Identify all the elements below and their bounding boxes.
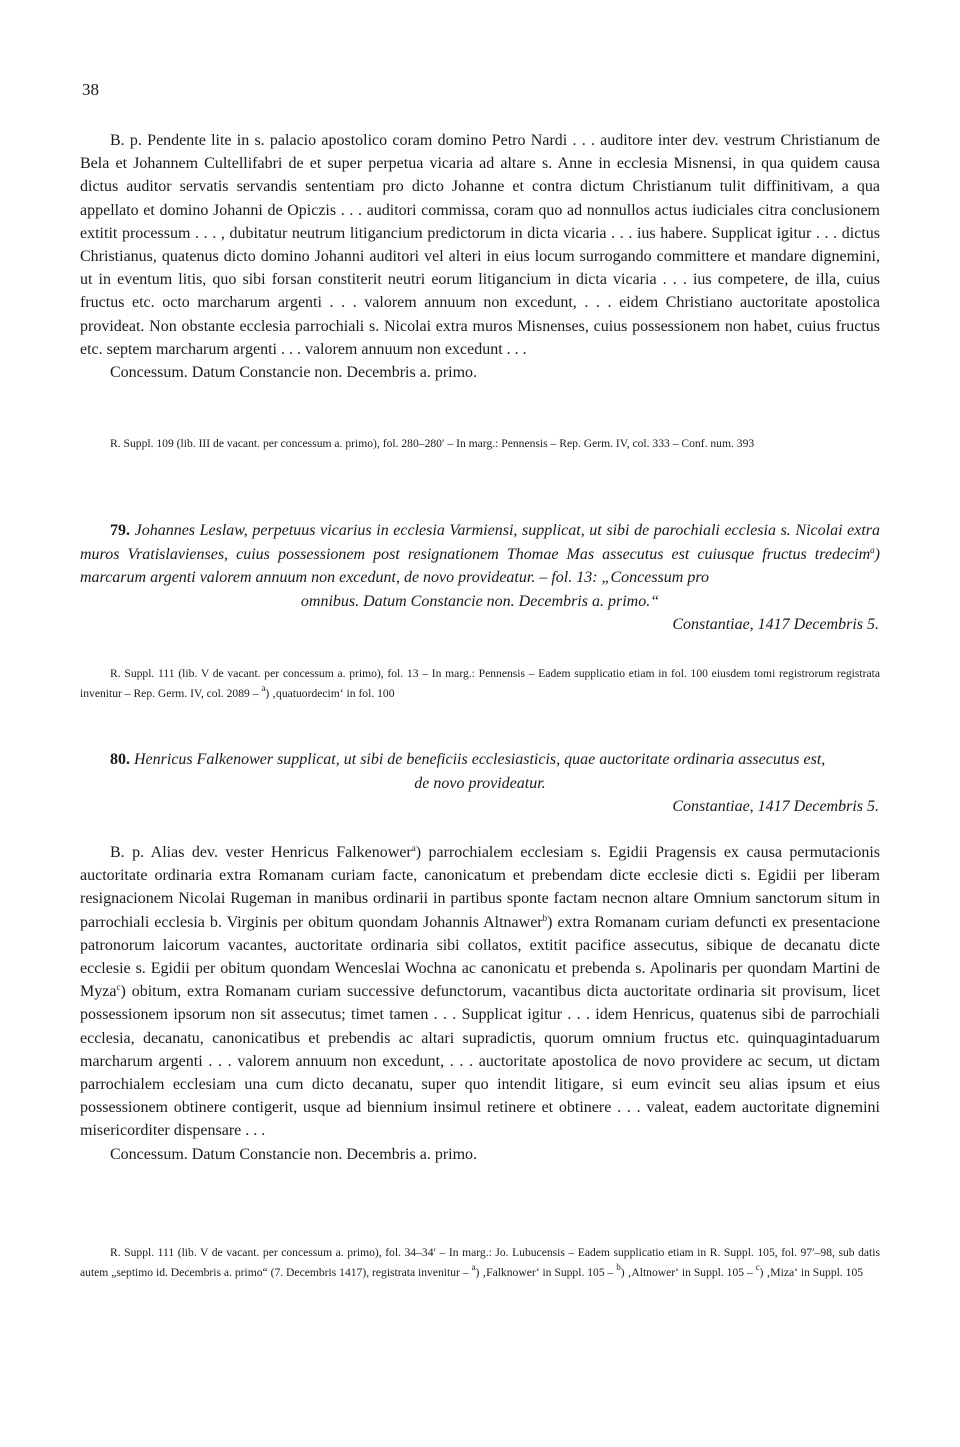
- entry-continuation: [80, 129, 880, 384]
- footnote-block-79: [80, 664, 880, 703]
- note-marker: a: [411, 843, 416, 853]
- footnote-part: ) ‚quatuordecim‘ in fol. 100: [265, 686, 395, 700]
- heading-text: Johannes Leslaw, perpetuus vicarius in ecclesia Varmiensi, supplicat, ut sibi de parochiali ecclesia s. Nicolai extra muros Vratislavienses, cuius possessionem post resignationem Thomae Mas assecutus est cuiusque fructus tredecim: [80, 522, 880, 563]
- note-marker: b: [542, 912, 548, 923]
- heading-text: Henricus Falkenower supplicat, ut sibi de beneficiis ecclesiasticis, quae auctoritate ordinaria assecutus est,: [130, 751, 826, 768]
- footnote-block-80: [80, 1243, 880, 1282]
- entry-79-heading-end: omnibus. Datum Constancie non. Decembris a. primo.“: [300, 592, 660, 610]
- footnote-text: R. Suppl. 109 (lib. III de vacant. per concessum a. primo), fol. 280–280′ – In marg.: Pennensis – Rep. Germ. IV, col. 333 – Conf. num. 393: [110, 437, 755, 450]
- supplication-paragraph: [80, 841, 880, 1143]
- entry-79: [80, 519, 880, 637]
- footnote-block-1: [80, 434, 880, 454]
- entry-80-heading: [80, 748, 880, 772]
- concessum-line: Concessum. Datum Constancie non. Decembris a. primo.: [110, 364, 478, 382]
- paragraph-part: ) parrochialem ecclesiam s. Egidii Pragensis ex causa permutacionis auctoritate ordinaria extra Romanam curiam facte, canonicatum et prebendam dicte ecclesie dicti s. Egidii per liberam resignacionem Nicolai Rugeman in manibus ordinarii in partibus sponte factam necnon altare Omnium sanctorum situm in parrochiali ecclesia b. Virginis per obitum quondam Johannis Altnawer: [80, 844, 880, 931]
- heading-text: ) marcarum argenti valorem annuum non excedunt, de novo provideatur. – fol. 13: „Concessum pro: [80, 545, 880, 587]
- note-marker: c: [755, 1261, 760, 1272]
- paragraph-part: ) obitum, extra Romanam curiam successive defunctorum, vacantibus dicta auctoritate ordinaria sit provisum, licet possessionem ipsorum non sit assecutus; timet tamen . . . Supplicat igitur . . . idem Henricus, quatenus sibi de parrochiali ecclesia, decanatu, canonicatibus et prebendis ac altari supradictis, quorum omnium fructus etc. quinquagintaduarum marcharum argenti . . . valorem annuum non excedunt, . . . auctoritate apostolica de novo providere ac secum, ut dictam parrochialem ecclesiam una cum dicto decanatu, super quo intendit litigare, si eum evincit seu alias ipsum et eius possessionem obtinere contigerit, usque ad biennium insimul retinere et obtinere . . . valeat, eadem auctoritate dignemini misericorditer dispensare . . .: [80, 983, 880, 1140]
- note-marker: a: [870, 544, 875, 555]
- footnote-text: [80, 1243, 880, 1282]
- footnote-part: R. Suppl. 111 (lib. V de vacant. per concessum a. primo), fol. 34–34′ – In marg.: Jo. Lubucensis – Eadem supplicatio etiam in R. Suppl. 105, fol. 97′–98, sub datis autem „septimo id. Decembris a. primo“ (7. Decembris 1417), registrata invenitur –: [80, 1246, 880, 1279]
- note-marker: c: [116, 982, 121, 993]
- note-marker: a: [261, 682, 266, 693]
- paragraph-part: B. p. Alias dev. vester Henricus Falkenower: [110, 844, 412, 861]
- page-number: 38: [82, 80, 99, 99]
- entry-80: [80, 748, 880, 819]
- entry-number: 79.: [110, 522, 130, 539]
- entry-80-place-date: Constantiae, 1417 Decembris 5.: [672, 798, 879, 816]
- footnote-part: ) ‚Altnower‘ in Suppl. 105 –: [620, 1265, 756, 1279]
- entry-number: 80.: [110, 751, 130, 768]
- entry-79-place-date: Constantiae, 1417 Decembris 5.: [672, 616, 879, 634]
- note-marker: a: [471, 1261, 476, 1272]
- footnote-part: R. Suppl. 111 (lib. V de vacant. per concessum a. primo), fol. 13 – In marg.: Pennensis – Eadem supplicatio etiam in fol. 100 eiusdem tomi registrorum registrata invenitur – Rep. Germ. IV, col. 2089 –: [80, 667, 880, 700]
- concessum-line: Concessum. Datum Constancie non. Decembris a. primo.: [110, 1145, 478, 1163]
- entry-80-body: [80, 841, 880, 1166]
- footnote-part: ) ‚Falknower‘ in Suppl. 105 –: [475, 1265, 617, 1279]
- paragraph-part: ) extra Romanam curiam defuncti ex presentacione patronorum laicorum vacantes, auctoritate ordinaria sibi collatos, extitit pacifice assecutus, sibique de decanatu dicte ecclesie s. Egidii per obitum quondam Wenceslai Wochna ac canonicatu et prebenda s. Apolinaris per quondam Martini de Myza: [80, 913, 880, 1001]
- note-marker: b: [616, 1261, 621, 1272]
- footnote-text: [80, 664, 880, 703]
- entry-80-heading-end: de novo provideatur.: [414, 774, 546, 792]
- footnote-part: ) ‚Miza‘ in Suppl. 105: [759, 1265, 864, 1279]
- entry-79-heading: [80, 519, 880, 590]
- supplication-paragraph: B. p. Pendente lite in s. palacio apostolico coram domino Petro Nardi . . . auditore inter dev. vestrum Christianum de Bela et Johannem Cultellifabri de et super perpetua vicaria ad altare s. Anne in ecclesia Misnensi, in qua quidem causa dictus auditor servatis servandis sententiam pro dicto Johanne et contra dictum Christianum tulit diffinitivam, a qua appellato et domino Johanni de Opiczis . . . auditori commissa, coram quo ad nonnullos actus iudiciales citra conclusionem extitit processum . . . , dubitatur neutrum litigancium predictorum in dicta vicaria . . . ius habere. Supplicat igitur . . . dictus Christianus, quatenus dicto domino Johanni auditori vel alteri in eius locum surrogando committere et mandare dignemini, ut in eventum litis, quo sibi forsan constiterit neutri eorum litigancium in dicta vicaria . . . ius competere, de illa, cuius fructus etc. octo marcharum argenti . . . valorem annuum non excedunt, . . . eidem Christiano auctoritate apostolica provideat. Non obstante ecclesia parrochiali s. Nicolai extra muros Misnenses, cuius possessionem non habet, cuius fructus etc. septem marcharum argenti . . . valorem annuum non excedunt . . .: [80, 132, 880, 358]
